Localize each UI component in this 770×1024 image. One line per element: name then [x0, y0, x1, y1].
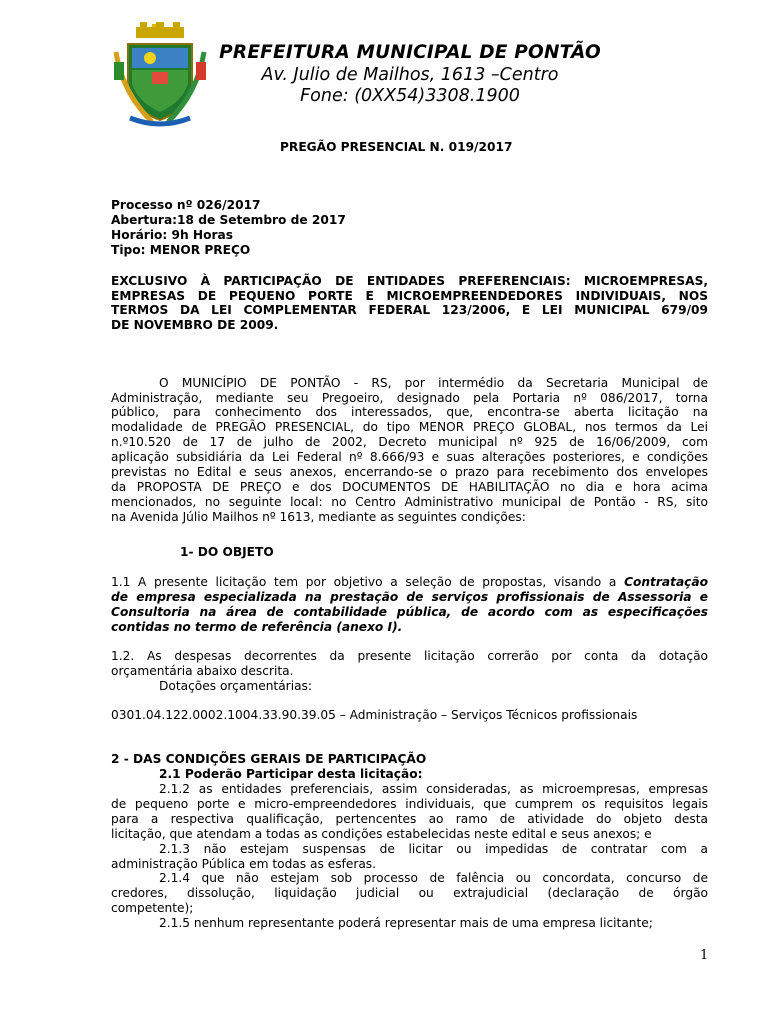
municipality-address: Av. Julio de Mailhos, 1613 –Centro [261, 65, 559, 85]
municipality-title: PREFEITURA MUNICIPAL DE PONTÃO [219, 42, 601, 63]
item-2-1-4-line: competente); [111, 901, 194, 915]
item-2-1-4-line: 2.1.4 que não estejam sob processo de falência ou concordata, concurso de [159, 871, 708, 885]
section-1-heading: 1- DO OBJETO [180, 545, 274, 559]
section-2-1-heading: 2.1 Poderão Participar desta licitação: [159, 767, 423, 781]
section-1-1-line: de empresa especializada na prestação de serviços profissionais de Assessoria e [111, 590, 708, 604]
exclusive-line: EXCLUSIVO À PARTICIPAÇÃO DE ENTIDADES PREFERENCIAIS: MICROEMPRESAS, [111, 274, 708, 288]
item-2-1-2-line: 2.1.2 as entidades preferenciais, assim consideradas, as microempresas, empresas [159, 782, 708, 796]
intro-line: na Avenida Júlio Mailhos nº 1613, mediante as seguintes condições: [111, 510, 526, 524]
intro-line: mencionados, no seguinte local: no Centro Administrativo municipal de Pontão - RS, sito [111, 495, 708, 509]
item-2-1-3-line: 2.1.3 não estejam suspensas de licitar ou impedidas de contratar com a [159, 842, 708, 856]
document-title: PREGÃO PRESENCIAL N. 019/2017 [280, 140, 513, 154]
item-2-1-5-line: 2.1.5 nenhum representante poderá representar mais de uma empresa licitante; [159, 916, 653, 930]
intro-line: da PROPOSTA DE PREÇO e dos DOCUMENTOS DE HABILITAÇÃO no dia e hora acima [111, 480, 708, 494]
section-1-1-lead [111, 575, 708, 590]
budget-allocation: 0301.04.122.0002.1004.33.90.39.05 – Administração – Serviços Técnicos profissionais [111, 708, 638, 722]
opening-date: Abertura:18 de Setembro de 2017 [111, 213, 346, 227]
section-1-2-line: orçamentária abaixo descrita. [111, 664, 294, 678]
intro-line: público, para conhecimento dos interessados, que, encontra-se aberta licitação na [111, 405, 708, 419]
item-2-1-2-line: licitação, que atendam a todas as condições estabelecidas neste edital e seus anexos; e [111, 827, 652, 841]
budget-label: Dotações orçamentárias: [159, 679, 312, 693]
opening-time: Horário: 9h Horas [111, 228, 233, 242]
exclusive-line: DE NOVEMBRO DE 2009. [111, 318, 279, 332]
section-1-1-line: Consultoria na área de contabilidade pública, de acordo com as especificações [111, 605, 708, 619]
municipality-phone: Fone: (0XX54)3308.1900 [300, 86, 520, 106]
exclusive-line: EMPRESAS DE PEQUENO PORTE E MICROEMPREENDEDORES INDIVIDUAIS, NOS [111, 289, 708, 303]
exclusive-line: TERMOS DA LEI COMPLEMENTAR FEDERAL 123/2006, E LEI MUNICIPAL 679/09 [111, 303, 708, 317]
intro-line: previstas no Edital e seus anexos, encerrando-se o prazo para recebimento dos envelopes [111, 465, 708, 479]
section-1-1-emphasis: Contratação [624, 575, 708, 589]
section-2-heading: 2 - DAS CONDIÇÕES GERAIS DE PARTICIPAÇÃO [111, 752, 427, 766]
item-2-1-2-line: de pequeno porte e micro-empreendedores individuais, que cumprem os requisitos legais [111, 797, 708, 811]
item-2-1-2-line: para a respectiva qualificação, pertencentes ao ramo de atividade do objeto desta [111, 812, 708, 826]
intro-line: modalidade de PREGÃO PRESENCIAL, do tipo MENOR PREÇO GLOBAL, nos termos da Lei [111, 420, 708, 434]
intro-line: aplicação subsidiária da Lei Federal nº 8.666/93 e suas alterações posteriores, e condições [111, 450, 708, 464]
process-number: Processo nº 026/2017 [111, 198, 261, 212]
intro-line: O MUNICÍPIO DE PONTÃO - RS, por intermédio da Secretaria Municipal de [159, 376, 708, 390]
item-2-1-4-line: credores, dissolução, liquidação judicial ou extrajudicial (declaração de órgão [111, 886, 708, 900]
bid-type: Tipo: MENOR PREÇO [111, 243, 251, 257]
intro-line: Administração, mediante seu Pregoeiro, designado pela Portaria nº 086/2017, torna [111, 391, 708, 405]
intro-line: n.º10.520 de 17 de julho de 2002, Decreto municipal nº 925 de 16/06/2009, com [111, 435, 708, 449]
page-number: 1 [700, 948, 709, 963]
section-1-2-line: 1.2. As despesas decorrentes da presente licitação correrão por conta da dotação [111, 649, 708, 663]
section-1-1-text: 1.1 A presente licitação tem por objetivo a seleção de propostas, visando a [111, 575, 625, 589]
section-1-1-line: contidas no termo de referência (anexo I). [111, 620, 403, 634]
item-2-1-3-line: administração Pública em todas as esferas. [111, 857, 377, 871]
